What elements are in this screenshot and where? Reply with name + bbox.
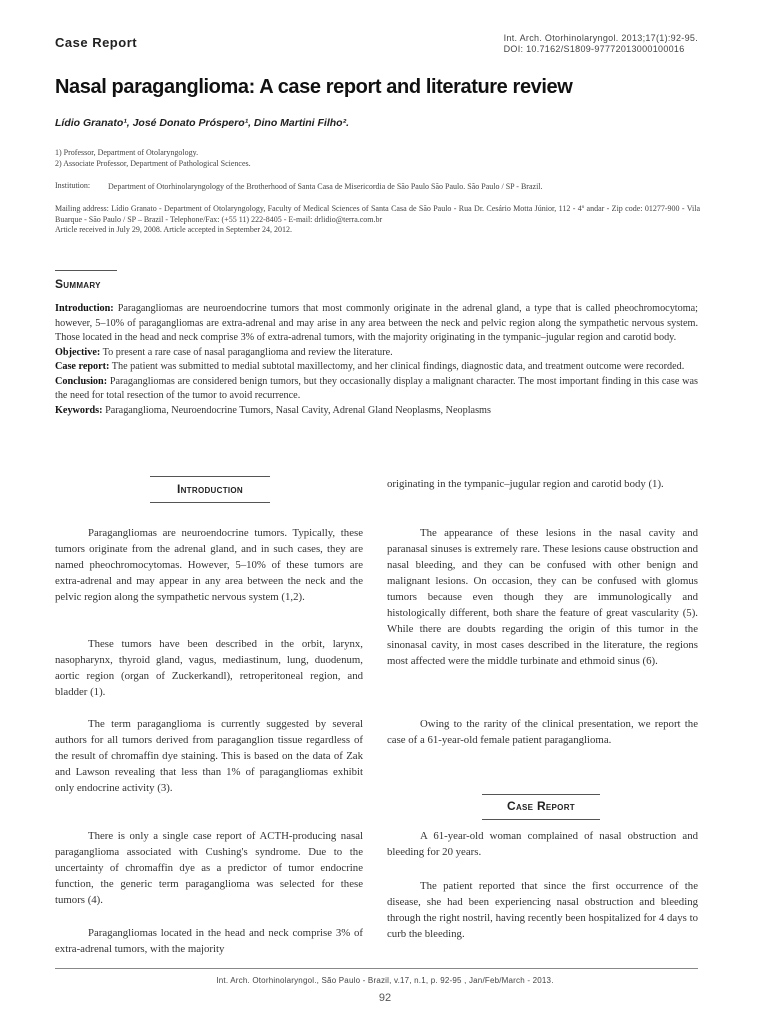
introduction-heading: Introduction [176,482,244,496]
summary-introduction [55,302,698,346]
summary-block [55,302,698,418]
summary-introduction-label: Introduction: [55,303,114,314]
institution-label: Institution: [55,181,91,190]
case-report-heading: Case Report [507,799,575,813]
summary-objective [55,346,698,361]
author-list: Lídio Granato¹, José Donato Próspero¹, Dino Martini Filho². [55,117,350,129]
right-column-paragraph-2: Owing to the rarity of the clinical presentation, we report the case of a 61-year-old female patient paraganglioma. [387,718,698,746]
footer-citation: Int. Arch. Otorhinolaryngol., São Paulo - Brazil, v.17, n.1, p. 92-95 , Jan/Feb/March - 2013. [216,976,554,985]
summary-case-report [55,360,698,375]
case-report-paragraph-1: A 61-year-old woman complained of nasal obstruction and bleeding for 20 years. [387,830,698,858]
journal-reference [504,33,698,55]
summary-heading: Summary [55,277,101,291]
summary-objective-label: Objective: [55,346,101,358]
summary-case-label: Case report: [55,361,110,372]
introduction-rule-bottom [150,502,270,503]
received-dates: Article received in July 29, 2008. Article accepted in September 24, 2012. [55,225,293,234]
left-column-paragraph-5: Paragangliomas located in the head and neck comprise 3% of extra-adrenal tumors, with the majority [55,927,363,955]
journal-citation: Int. Arch. Otorhinolaryngol. 2013;17(1):92-95. [503,33,698,43]
summary-keywords-text: Paraganglioma, Neuroendocrine Tumors, Nasal Cavity, Adrenal Gland Neoplasms, Neoplasms [102,404,491,416]
section-label: Case Report [55,35,138,50]
summary-conclusion [55,375,698,404]
summary-keywords [55,404,698,419]
summary-conclusion-text: Paragangliomas are considered benign tumors, but they occasionally display a malignant character. The most important finding in this case was the need for total resection of the tumor to avoid recurrence. [55,375,698,401]
summary-divider [55,270,117,271]
mailing-address: Mailing address: Lídio Granato - Department of Otolaryngology, Faculty of Medical Sciences of Santa Casa de São Paulo - Rua Dr. Cesário Motta Júnior, 112 - 4º andar - Zip code: 01277-900 - Vila Buarque - São Paulo / SP – Brazil - Telephone/Fax: (+55 11) 222-8405 - E-mail: drlidio@terra.com.br [55,204,700,224]
introduction-rule-top [150,476,270,477]
left-column-paragraph-1: Paragangliomas are neuroendocrine tumors. Typically, these tumors originate from the adrenal gland, and in such cases, they are named pheochromocytomas. However, 5–10% of these tumors are extra-adrenal and may appear in any area between the neck and the pelvic region along the sympathetic nervous system (1,2). [55,527,363,603]
summary-keywords-label: Keywords: [55,404,103,416]
case-report-rule-top [482,794,600,795]
summary-introduction-text: Paragangliomas are neuroendocrine tumors that most commonly originate in the adrenal gland, a type that is called pheochromocytoma; however, 5–10% of paragangliomas are extra-adrenal and may arise in any area between the neck and pelvic region along the sympathetic nervous system. Those located in the head and neck comprise 3% of extra-adrenal tumors, with the majority originating in the tympanic–jugular region and carotid body. [55,303,698,343]
doi[interactable]: DOI: 10.7162/S1809-97772013000100016 [503,44,685,54]
case-report-paragraph-2: The patient reported that since the first occurrence of the disease, she had been experiencing nasal obstruction and bleeding through the right nostril, having recently been hospitalized for 4 days to curb the bleeding. [387,880,698,940]
summary-case-text: The patient was submitted to medial subtotal maxillectomy, and her clinical findings, diagnostic data, and treatment outcome were recorded. [109,361,685,372]
right-column-continuation: originating in the tympanic–jugular region and carotid body (1). [387,478,664,490]
institution-text: Department of Otorhinolaryngology of the Brotherhood of Santa Casa de Misericordia de São Paulo São Paulo. São Paulo / SP - Brazil. [108,182,543,191]
right-column-paragraph-1: The appearance of these lesions in the nasal cavity and paranasal sinuses is extremely rare. These lesions cause obstruction and nasal bleeding, and they can be confused with other benign and malignant lesions. On occasion, they can be confused with glomus tumors because even though they are immunologically and histologically different, both share the feature of great vascularity (5). While there are doubts regarding the origin of this tumor in the sinonasal cavity, in most cases described in the literature, the regions most affected were the middle turbinate and ethmoid sinus (6). [387,527,698,667]
footer-divider [55,968,698,969]
article-title: Nasal paraganglioma: A case report and literature review [55,76,573,98]
summary-objective-text: To present a rare case of nasal paraganglioma and review the literature. [100,346,393,358]
affiliation-2: 2) Associate Professor, Department of Pathological Sciences. [55,159,251,168]
summary-conclusion-label: Conclusion: [55,375,108,387]
left-column-paragraph-2: These tumors have been described in the orbit, larynx, nasopharynx, thyroid gland, vagus, mediastinum, lung, duodenum, aortic region (organ of Zuckerkandl), retroperitoneal region, and bladder (1). [55,638,363,698]
affiliation-1: 1) Professor, Department of Otolaryngology. [55,148,199,157]
left-column-paragraph-4: There is only a single case report of ACTH-producing nasal paraganglioma associated with Cushing's syndrome. Due to the uncertainty of chromaffin dye as a predictor of tumor endocrine function, the generic term paraganglioma was selected for these tumors (4). [55,830,363,906]
left-column-paragraph-3: The term paraganglioma is currently suggested by several authors for all tumors derived from paraganglion tissue regardless of the result of chromaffin dye staining. This is based on the data of Zak and Lawson revealing that less than 1% of paragangliomas exhibit only endocrine activity (3). [55,718,363,794]
page-number: 92 [378,992,392,1004]
case-report-rule-bottom [482,819,600,820]
